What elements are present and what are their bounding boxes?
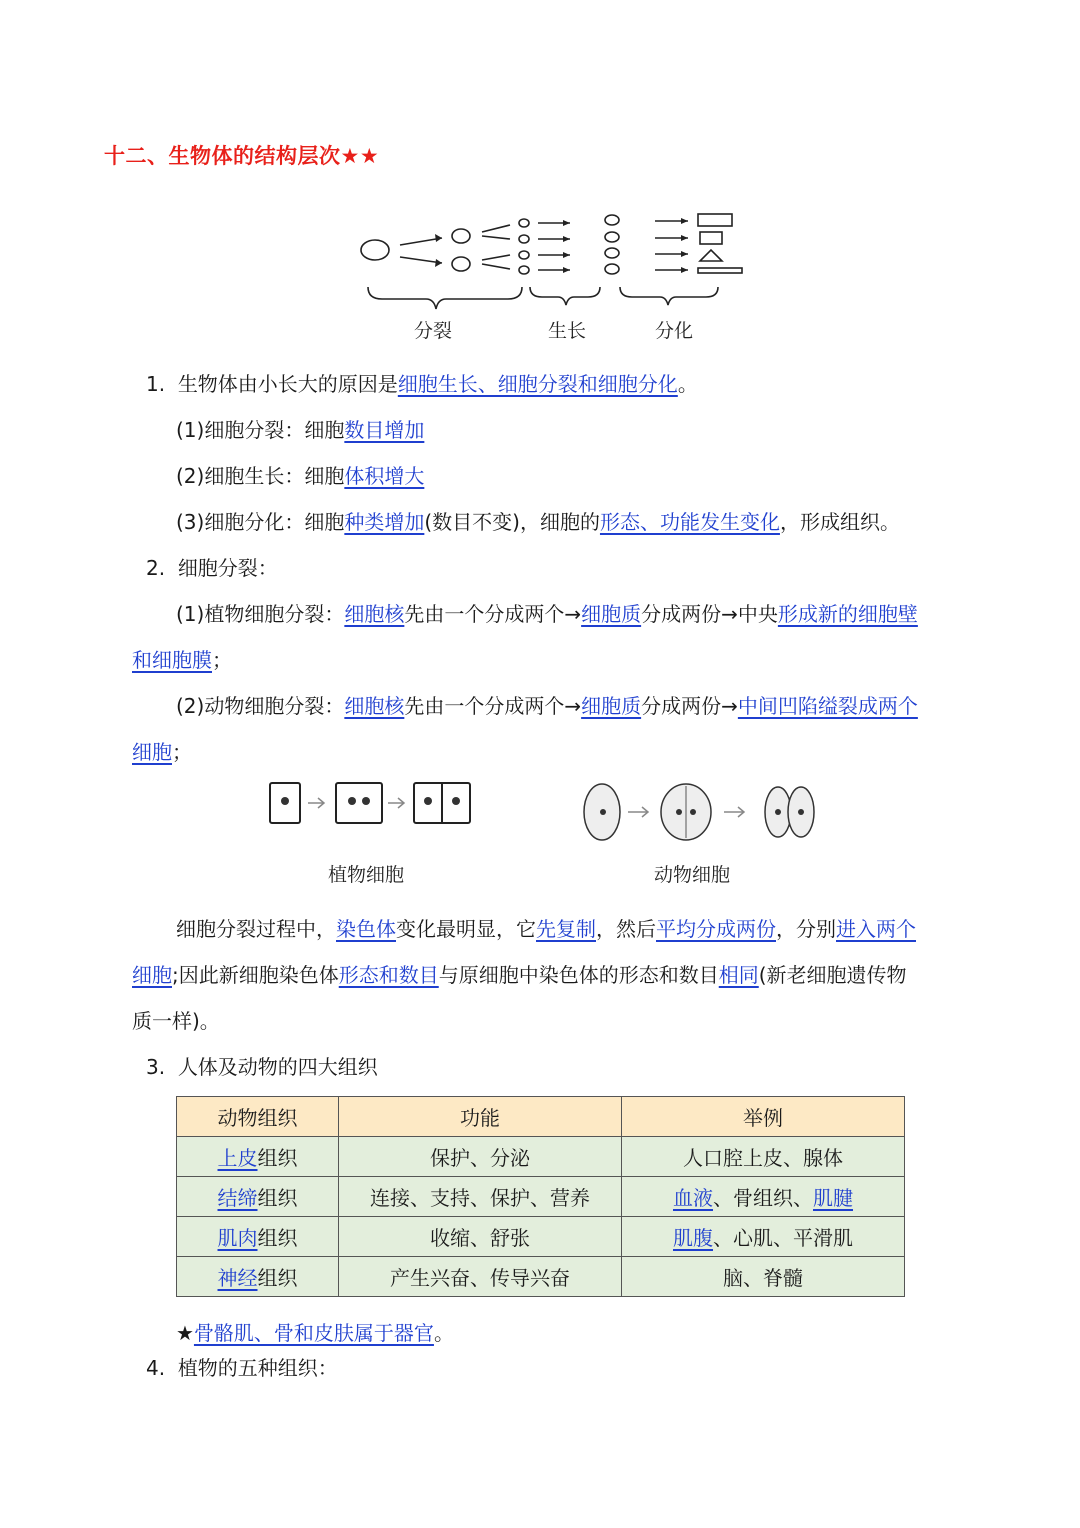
label-differentiation: 分化 — [655, 320, 694, 342]
table-row — [177, 1137, 905, 1177]
item-3-title: 人体及动物的四大组织 — [177, 1055, 378, 1079]
sub-3-answer-2: 形态、功能发生变化 — [599, 510, 780, 534]
chromosome-para-line-1 — [176, 914, 916, 944]
item-4-title: 植物的五种组织： — [177, 1356, 338, 1380]
sub-1-text: (1)细胞分裂：细胞 — [176, 418, 345, 442]
item-3 — [146, 1052, 378, 1082]
sub-1-answer: 数目增加 — [344, 418, 425, 442]
para-text-8: 质一样)。 — [132, 1009, 220, 1033]
label-plant-cell: 植物细胞 — [328, 864, 405, 886]
example-answer-2: 肌腱 — [813, 1186, 853, 1210]
sub-2-text: (2)细胞生长：细胞 — [176, 464, 345, 488]
item-1-end: 。 — [677, 372, 698, 396]
cell-tissue — [177, 1217, 339, 1257]
animal-text-2: 分成两份→ — [641, 694, 738, 718]
animal-text-1: 先由一个分成两个→ — [404, 694, 582, 718]
animal-answer-nucleus: 细胞核 — [344, 694, 405, 718]
para-answer-cells: 细胞 — [132, 963, 172, 987]
label-division: 分裂 — [414, 320, 453, 342]
tissue-suffix: 组织 — [257, 1146, 298, 1170]
note-star: ★ — [176, 1321, 194, 1345]
para-answer-shape: 形态和数目 — [338, 963, 439, 987]
para-answer-chromosome: 染色体 — [336, 917, 396, 941]
note-answer: 骨骼肌、骨和皮肤属于器官 — [193, 1321, 434, 1345]
plant-text-2: 分成两份→中央 — [641, 602, 778, 626]
item-1-sub-2 — [176, 461, 424, 491]
plant-answer-nucleus: 细胞核 — [344, 602, 405, 626]
example-answer: 肌腹 — [673, 1226, 713, 1250]
table-header-row — [177, 1097, 905, 1137]
animal-tissue-table — [176, 1096, 905, 1297]
animal-end: ； — [172, 740, 192, 764]
para-answer-split: 平均分成两份 — [656, 917, 776, 941]
sub-3-end: ，形成组织。 — [779, 510, 900, 534]
para-answer-same: 相同 — [718, 963, 759, 987]
section-heading — [104, 140, 379, 170]
example-text: 、心肌、平滑肌 — [713, 1226, 853, 1250]
item-2-title: 细胞分裂： — [177, 556, 278, 580]
item-4-num: 4. — [146, 1356, 166, 1380]
item-1-sub-3 — [176, 507, 900, 537]
para-text-2: 变化最明显，它 — [396, 917, 536, 941]
label-animal-cell: 动物细胞 — [654, 864, 731, 886]
para-text-3: ，然后 — [596, 917, 656, 941]
animal-pre: (2)动物细胞分裂： — [176, 694, 345, 718]
label-growth: 生长 — [548, 320, 587, 342]
tissue-suffix: 组织 — [257, 1226, 298, 1250]
tissue-suffix: 组织 — [257, 1186, 298, 1210]
para-text-5: ;因此新细胞染色体 — [172, 963, 339, 987]
cell-function: 产生兴奋、传导兴奋 — [339, 1257, 622, 1297]
header-function: 功能 — [339, 1097, 622, 1137]
plant-answer-membrane: 和细胞膜 — [132, 648, 212, 672]
para-text-4: ，分别 — [776, 917, 836, 941]
animal-answer-cytoplasm: 细胞质 — [581, 694, 642, 718]
organ-note — [176, 1318, 454, 1348]
header-tissue: 动物组织 — [177, 1097, 339, 1137]
example-text: 、骨组织、 — [713, 1186, 813, 1210]
tissue-answer: 结缔 — [217, 1186, 258, 1210]
cell-example: 人口腔上皮、腺体 — [622, 1137, 905, 1177]
tissue-answer: 神经 — [217, 1266, 258, 1290]
item-3-num: 3. — [146, 1055, 166, 1079]
item-1 — [146, 369, 698, 399]
animal-answer-cells: 细胞 — [132, 740, 172, 764]
cell-example: 脑、脊髓 — [622, 1257, 905, 1297]
cell-example — [622, 1217, 905, 1257]
chromosome-para-line-3 — [132, 1006, 220, 1036]
table-row — [177, 1217, 905, 1257]
heading-text: 十二、生物体的结构层次 — [104, 144, 341, 168]
para-text-1: 细胞分裂过程中， — [176, 917, 336, 941]
cell-tissue — [177, 1257, 339, 1297]
plant-division-line-2 — [132, 645, 232, 675]
tissue-suffix: 组织 — [257, 1266, 298, 1290]
para-text-7: (新老细胞遗传物 — [758, 963, 907, 987]
plant-text-1: 先由一个分成两个→ — [404, 602, 582, 626]
cell-function: 保护、分泌 — [339, 1137, 622, 1177]
chromosome-para-line-2 — [132, 960, 907, 990]
cell-tissue — [177, 1137, 339, 1177]
example-answer: 血液 — [673, 1186, 713, 1210]
animal-division-line-1 — [176, 691, 918, 721]
plant-answer-cytoplasm: 细胞质 — [581, 602, 642, 626]
note-end: 。 — [433, 1321, 454, 1345]
cell-tissue — [177, 1177, 339, 1217]
sub-3-answer-1: 种类增加 — [344, 510, 425, 534]
plant-answer-wall: 形成新的细胞壁 — [777, 602, 918, 626]
animal-cell-division-figure — [578, 780, 818, 844]
tissue-answer: 上皮 — [217, 1146, 258, 1170]
tissue-answer: 肌肉 — [217, 1226, 258, 1250]
sub-3-mid: (数目不变)，细胞的 — [424, 510, 600, 534]
item-1-num: 1. — [146, 372, 166, 396]
item-1-text: 生物体由小长大的原因是 — [177, 372, 398, 396]
animal-answer-split: 中间凹陷缢裂成两个 — [737, 694, 918, 718]
plant-division-line-1 — [176, 599, 918, 629]
item-4 — [146, 1353, 338, 1383]
table-row — [177, 1177, 905, 1217]
plant-pre: (1)植物细胞分裂： — [176, 602, 345, 626]
heading-stars: ★★ — [340, 144, 380, 168]
table-row — [177, 1257, 905, 1297]
cell-function: 收缩、舒张 — [339, 1217, 622, 1257]
item-1-answer: 细胞生长、细胞分裂和细胞分化 — [397, 372, 678, 396]
item-1-sub-1 — [176, 415, 424, 445]
sub-3-text: (3)细胞分化：细胞 — [176, 510, 345, 534]
header-example: 举例 — [622, 1097, 905, 1137]
plant-cell-division-figure — [266, 780, 476, 828]
para-answer-enter: 进入两个 — [836, 917, 916, 941]
cell-function: 连接、支持、保护、营养 — [339, 1177, 622, 1217]
cell-example — [622, 1177, 905, 1217]
para-text-6: 与原细胞中染色体的形态和数目 — [438, 963, 719, 987]
plant-end: ； — [212, 648, 232, 672]
item-2 — [146, 553, 278, 583]
para-answer-replicate: 先复制 — [536, 917, 596, 941]
animal-division-line-2 — [132, 737, 192, 767]
sub-2-answer: 体积增大 — [344, 464, 425, 488]
item-2-num: 2. — [146, 556, 166, 580]
